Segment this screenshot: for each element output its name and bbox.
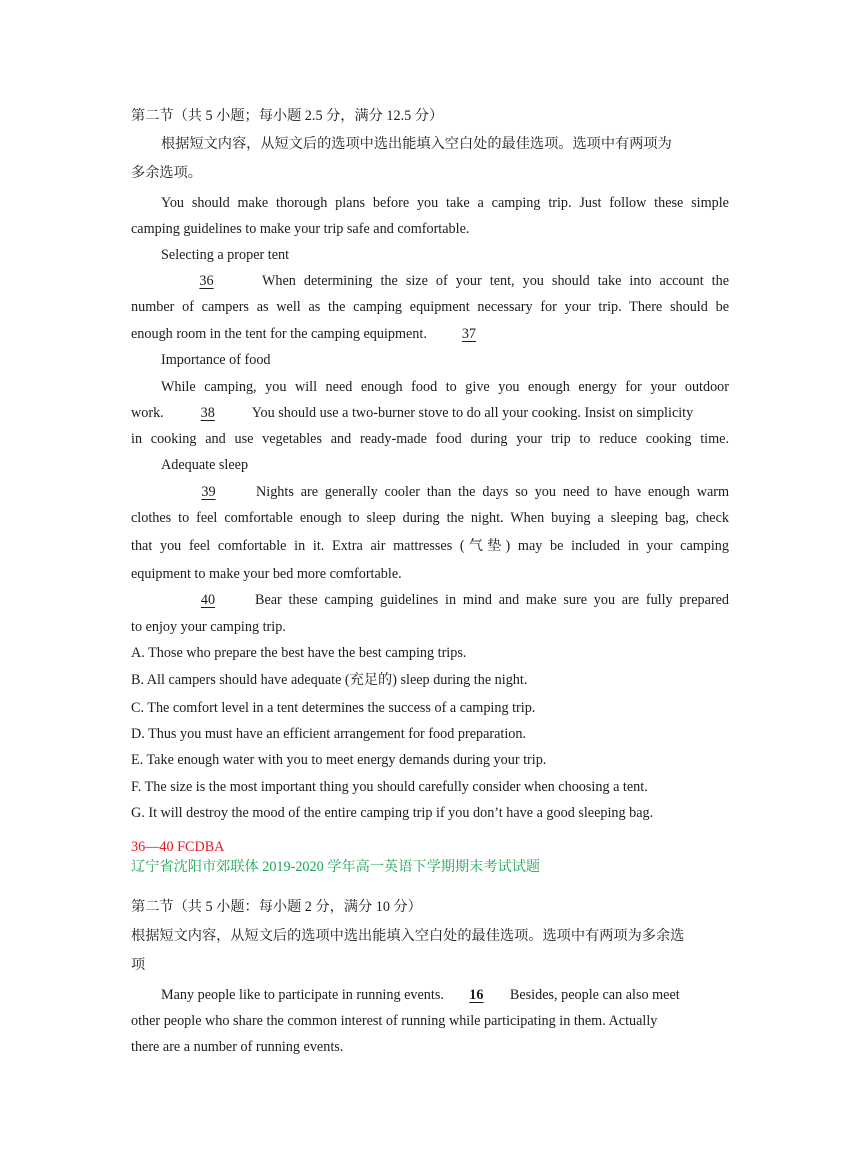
passage-line <box>161 590 729 610</box>
passage-text: Many people like to participate in running events. <box>161 987 444 1003</box>
passage-text: You should use a two-burner stove to do all your cooking. Insist on simplicity <box>251 405 694 421</box>
option-f: F. The size is the most important thing you should carefully consider when choosing a tent. <box>131 779 648 795</box>
passage-text: Nights are generally cooler than the days so you need to have enough warm <box>256 484 729 500</box>
passage-text: Bear these camping guidelines in mind and make sure you are fully prepared <box>255 592 729 608</box>
answer-blank: 37 <box>461 326 476 342</box>
passage-line: number of campers as well as the camping equipment necessary for your trip. There should be <box>131 299 729 315</box>
answer-key: 36—40 FCDBA <box>131 839 225 855</box>
passage-line <box>131 403 729 423</box>
answer-blank: 40 <box>200 592 216 608</box>
option-c: C. The comfort level in a tent determines the success of a camping trip. <box>131 700 536 716</box>
option-e: E. Take enough water with you to meet energy demands during your trip. <box>131 752 547 768</box>
option-a: A. Those who prepare the best have the best camping trips. <box>131 645 467 661</box>
passage-text: work. <box>131 405 164 421</box>
passage-line: You should make thorough plans before you take a camping trip. Just follow these simple <box>161 195 729 211</box>
answer-blank: 36 <box>199 273 214 289</box>
passage-line <box>161 985 729 1005</box>
passage-line: that you feel comfortable in it. Extra air mattresses (气垫) may be included in your camping <box>131 538 729 554</box>
answer-blank: 39 <box>201 484 216 500</box>
answer-blank: 38 <box>200 405 215 421</box>
passage-text: enough room in the tent for the camping equipment. <box>131 326 427 342</box>
instruction-text: 根据短文内容，从短文后的选项中选出能填入空白处的最佳选项。选项中有两项为多余选 <box>131 928 685 944</box>
option-g: G. It will destroy the mood of the entire camping trip if you don’t have a good sleeping bag. <box>131 805 654 821</box>
passage-line: in cooking and use vegetables and ready-made food during your trip to reduce cooking time. <box>131 431 729 447</box>
option-d: D. Thus you must have an efficient arrangement for food preparation. <box>131 726 527 742</box>
instruction-text: 根据短文内容，从短文后的选项中选出能填入空白处的最佳选项。选项中有两项为 <box>161 136 672 152</box>
section-heading: 第二节（共 5 小题：每小题 2 分，满分 10 分） <box>131 899 422 915</box>
section-heading: 第二节（共 5 小题；每小题 2.5 分，满分 12.5 分） <box>131 108 444 124</box>
passage-line: camping guidelines to make your trip safe and comfortable. <box>131 221 470 237</box>
source-title: 辽宁省沈阳市郊联体 2019-2020 学年高一英语下学期期末考试试题 <box>131 859 541 875</box>
answer-blank: 16 <box>469 987 484 1003</box>
instruction-text: 项 <box>131 957 146 973</box>
passage-line: clothes to feel comfortable enough to sleep during the night. When buying a sleeping bag, check <box>131 510 729 526</box>
passage-line: While camping, you will need enough food to give you enough energy for your outdoor <box>161 379 729 395</box>
subheading: Adequate sleep <box>161 457 249 473</box>
passage-line: to enjoy your camping trip. <box>131 619 286 635</box>
passage-text: When determining the size of your tent, you should take into account the <box>262 273 729 289</box>
passage-line: other people who share the common interest of running while participating in them. Actually <box>131 1013 658 1029</box>
passage-line <box>161 482 729 502</box>
subheading: Selecting a proper tent <box>161 247 290 263</box>
passage-line: there are a number of running events. <box>131 1039 344 1055</box>
instruction-text: 多余选项。 <box>131 165 202 181</box>
option-b: B. All campers should have adequate (充足的) sleep during the night. <box>131 672 528 688</box>
passage-text: Besides, people can also meet <box>509 987 680 1003</box>
subheading: Importance of food <box>161 352 271 368</box>
passage-line <box>131 324 729 344</box>
passage-line: equipment to make your bed more comfortable. <box>131 566 402 582</box>
passage-line <box>161 271 729 291</box>
